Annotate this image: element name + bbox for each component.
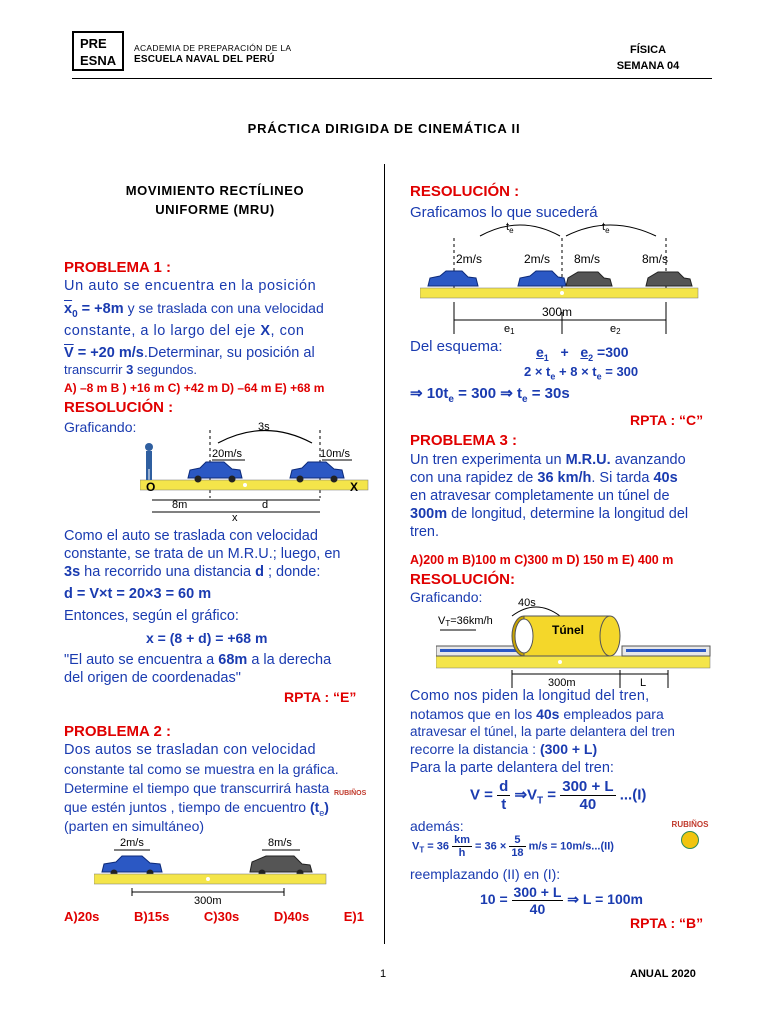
eqC-num: 300 + L	[513, 884, 562, 900]
v-symbol: $\overline{V}$	[64, 345, 74, 361]
page-number: 1	[380, 968, 387, 980]
line5-a: transcurrir	[64, 362, 123, 377]
quote1-b: 68m	[218, 652, 248, 668]
eqB-b: = 36	[424, 840, 450, 853]
academy-name: ACADEMIA DE PREPARACIÓN DE LA	[134, 43, 292, 53]
problem3-heading: PROBLEMA 3 :	[410, 432, 517, 449]
problem2-line3: Determine el tiempo que transcurrirá hasta	[64, 780, 330, 796]
p3l2-a: con una rapidez de	[410, 470, 538, 486]
problem3-expl5: Para la parte delantera del tren:	[410, 760, 614, 776]
te-label-2: $t_e$	[602, 221, 610, 235]
v-value: = +20 m/s	[77, 345, 144, 361]
eq3-a: ⇒ 10t	[410, 385, 449, 402]
preesna-logo	[72, 31, 124, 71]
road-dot	[243, 483, 247, 487]
eqA-num2: 300 + L	[562, 778, 614, 795]
te-open: (t	[309, 799, 320, 815]
problem1-figure	[140, 418, 370, 523]
velocity-label-2: 10m/s	[320, 448, 350, 460]
problem1-line4	[64, 345, 364, 363]
quote1-c: a la derecha	[247, 652, 332, 668]
p3-dist-label: 300m	[548, 677, 576, 688]
p3-time-label: 40s	[518, 597, 536, 609]
eqA-mid: ⇒V	[514, 786, 538, 804]
line4-rest: .Determinar, su posición al	[143, 345, 315, 361]
v-label-2: 2m/s	[524, 252, 551, 266]
problem3-expl4	[410, 741, 710, 759]
problem2-rpta: RPTA : “C”	[630, 412, 704, 428]
column-divider	[384, 164, 385, 944]
logo-bottom: ESNA	[80, 53, 117, 68]
e2-label: e2	[610, 323, 621, 336]
problem3-line1	[410, 452, 710, 470]
eqC-a: 10 =	[480, 891, 508, 908]
eqC	[480, 884, 643, 917]
grey-car-icon	[566, 272, 612, 286]
p2-velocity-label-2: 8m/s	[268, 837, 292, 849]
problem3-graficando: Graficando:	[410, 589, 483, 605]
footer-year: ANUAL 2020	[630, 968, 696, 980]
vt-label: VT=36km/h	[438, 615, 493, 628]
eqA-num: d	[499, 778, 509, 795]
eqA-tag: ...(I)	[619, 786, 647, 804]
problem1-line3	[64, 323, 364, 341]
option-d: D)40s	[273, 909, 310, 924]
person-icon	[145, 443, 153, 480]
option-e: E)1	[343, 909, 364, 924]
p2-velocity-label-1: 2m/s	[120, 837, 144, 849]
p2-dist-label: 300m	[194, 895, 222, 906]
problem1-graficando: Graficando:	[64, 419, 137, 435]
eqB-v: V	[412, 840, 420, 853]
problem2-line5: (parten en simultáneo)	[64, 818, 205, 834]
rubinos-logo	[670, 820, 710, 849]
dim-8m-label: 8m	[172, 499, 188, 511]
p3l2-c: . Si tarda	[591, 470, 654, 486]
road-dot	[560, 291, 564, 295]
problem2-options	[64, 909, 364, 924]
eqA-den: t	[501, 796, 507, 813]
time-label: 3s	[258, 421, 270, 433]
problem3-expl2	[410, 706, 710, 724]
graficamos-text: Graficamos lo que sucederá	[410, 204, 598, 221]
blue-car-icon	[102, 856, 162, 877]
problem3-line3: en atravesar completamente un túnel de	[410, 488, 670, 504]
problem1-expl1: Como el auto se traslada con velocidad	[64, 528, 318, 544]
eq1-plus: +	[560, 344, 569, 360]
expl3-d: ; donde:	[267, 564, 321, 580]
eqA-sub: T	[537, 795, 544, 807]
eqC-b: ⇒ L = 100m	[567, 891, 643, 908]
eq2-plus: +	[559, 364, 567, 379]
te-label-1: $t_e$	[506, 221, 514, 235]
te-arc-1	[480, 225, 560, 236]
eq2-c: 8 × t	[570, 364, 597, 379]
x0-sub: 0	[72, 308, 78, 320]
x-axis-label: X	[350, 480, 359, 494]
eqB-e: m/s = 10m/s...(II)	[528, 840, 614, 853]
problem2-heading: PROBLEMA 2 :	[64, 723, 171, 740]
problem1-resolution-heading: RESOLUCIÓN :	[64, 399, 174, 416]
p3l4-b: de longitud, determine la longitud del	[447, 506, 689, 522]
p3l1-c: avanzando	[610, 452, 686, 468]
problem1-quote2: del origen de coordenadas"	[64, 670, 241, 686]
problem1-formula: d = V×t = 20×3 = 60 m	[64, 586, 212, 602]
section-title-line2: UNIFORME (MRU)	[155, 202, 275, 217]
solution-road	[420, 288, 698, 298]
rubinos-logo-text: RUBIÑOS	[671, 820, 709, 829]
eq2-a: 2 × t	[524, 364, 551, 379]
eq2-rhs: = 300	[605, 364, 639, 379]
problem2-solution-figure	[420, 216, 700, 336]
eq3: ⇒ $10t_e = 300$ ⇒ $t_e = 30s$	[410, 385, 570, 405]
expl4-b: (300 + L)	[539, 741, 598, 757]
problem1-result-eq: x = (8 + d) = +68 m	[146, 630, 268, 646]
problem3-expl1: Como nos piden la longitud del tren,	[410, 688, 650, 704]
line5-three: 3	[126, 362, 134, 377]
p3-l-label: L	[640, 677, 647, 688]
road-dot	[558, 660, 562, 664]
problem3-figure	[436, 594, 712, 688]
p3l4-a: 300m	[410, 506, 448, 522]
expl4-a: recorre la distancia :	[410, 741, 540, 757]
dim-x-label: x	[232, 512, 238, 523]
tunel-label: Túnel	[552, 623, 584, 637]
rubinos-logo-small: RUBIÑOS	[334, 790, 367, 797]
week-label: SEMANA 04	[616, 60, 680, 72]
problem1-line2	[64, 300, 364, 323]
car-icon	[188, 462, 242, 483]
del-esquema: Del esquema:	[410, 338, 503, 355]
eqA-den2: 40	[579, 796, 597, 813]
p3l1-a: Un tren experimenta un	[410, 452, 566, 468]
problem2-line2: constante tal como se muestra en la gráfica.	[64, 761, 339, 777]
eq2: $2 \times t_e + 8 \times t_e = 300$	[524, 364, 639, 382]
eqB-den2: 18	[511, 847, 524, 859]
x0-value: = +8m	[81, 301, 124, 317]
te-close: )	[324, 799, 329, 815]
section-title-line1: MOVIMIENTO RECTÍLINEO	[125, 183, 305, 198]
eq1-e1: e	[536, 344, 544, 360]
problem1-segun: Entonces, según el gráfico:	[64, 608, 239, 624]
problem3-expl3: atravesar el túnel, la parte delantera del tren	[410, 724, 675, 739]
eqA-eq: =	[543, 786, 557, 804]
eq3-c: = 30s	[527, 385, 570, 402]
problem1-line1: Un auto se encuentra en la posición	[64, 278, 317, 294]
p3l1-b: M.R.U.	[565, 452, 611, 468]
eqB	[412, 834, 614, 859]
eq1-rhs: =300	[597, 344, 629, 360]
origin-label: O	[146, 480, 156, 494]
expl3-c: d	[255, 564, 264, 580]
p2-road-dot	[206, 877, 210, 881]
problem3-line5: tren.	[410, 524, 440, 540]
problem3-line4	[410, 506, 710, 524]
eq1-e2: e	[580, 344, 589, 360]
school-name: ESCUELA NAVAL DEL PERÚ	[134, 54, 275, 65]
expl2-c: empleados para	[559, 706, 664, 722]
velocity-label-1: 20m/s	[212, 448, 242, 460]
line3-b: , con	[270, 323, 305, 339]
problem1-line5	[64, 362, 197, 377]
eqC-den: 40	[529, 901, 546, 917]
e1-label: e1	[504, 323, 515, 336]
problem3-line2	[410, 470, 710, 488]
expl2-b: 40s	[536, 706, 560, 722]
axis-x: X	[260, 323, 271, 339]
v-label-3: 8m/s	[574, 252, 601, 266]
eqB-sub: T	[419, 845, 425, 855]
option-b: B)15s	[133, 909, 170, 924]
quote1-a: "El auto se encuentra a	[64, 652, 219, 668]
line4-a: que estén juntos , tiempo de encuentro	[64, 799, 307, 815]
eq1: $e_1$ + $e_2 =300$	[536, 344, 629, 363]
dim-d-label: d	[262, 499, 269, 511]
solution-dist-label: 300m	[542, 305, 573, 319]
problem1-quote1	[64, 652, 364, 670]
grey-car-icon	[250, 856, 312, 877]
p3l2-b: 36 km/h	[537, 470, 592, 486]
eqB-c: = 36 ×	[475, 840, 507, 853]
train-icon	[622, 646, 710, 656]
page-title: PRÁCTICA DIRIGIDA DE CINEMÁTICA II	[247, 121, 521, 136]
te-sub: e	[319, 807, 325, 818]
ademas-label: además:	[410, 818, 464, 834]
blue-car-icon	[428, 271, 478, 286]
problem1-options: A) –8 m B ) +16 m C) +42 m D) –64 m E) +68 m	[64, 381, 325, 395]
subject-label: FÍSICA	[629, 44, 667, 56]
problem3-rpta: RPTA : “B”	[630, 915, 704, 931]
eqB-num2: 5	[509, 834, 525, 847]
line5-b: segundos.	[137, 362, 197, 377]
eqB-den: h	[458, 847, 466, 859]
problem3-resolution-heading: RESOLUCIÓN:	[410, 571, 515, 588]
problem2-resolution-heading: RESOLUCIÓN :	[410, 183, 520, 200]
problem1-rpta: RPTA : “E”	[284, 689, 357, 705]
blue-car-icon	[518, 271, 566, 286]
problem1-expl2: constante, se trata de un M.R.U.; luego, en	[64, 546, 341, 562]
problem1-expl3	[64, 564, 364, 582]
problem1-line2-rest: y se traslada con una velocidad	[127, 300, 324, 316]
eqA-v: V =	[470, 786, 493, 804]
option-c: C)30s	[203, 909, 240, 924]
eq3-b: = 300 ⇒ t	[453, 385, 523, 402]
p3-ground	[436, 656, 710, 668]
option-a: A)20s	[64, 909, 100, 924]
expl2-a: notamos que en los	[410, 706, 537, 722]
train-icon	[436, 646, 526, 656]
logo-top: PRE	[80, 36, 107, 51]
expl3-b: ha recorrido una distancia	[80, 564, 252, 580]
p3l2-d: 40s	[653, 470, 678, 486]
eqA	[470, 778, 646, 813]
v-label-4: 8m/s	[642, 252, 669, 266]
grey-car-icon	[646, 272, 692, 286]
reemplazando-label: reemplazando (II) en (I):	[410, 866, 561, 882]
eqB-num: km	[454, 834, 470, 846]
x0-symbol: $\overline{x}$	[64, 301, 73, 317]
problem1-heading: PROBLEMA 1 :	[64, 259, 171, 276]
car-icon	[290, 462, 344, 483]
v-label-1: 2m/s	[456, 252, 483, 266]
te-arc-2	[566, 225, 656, 236]
problem2-figure	[94, 834, 330, 906]
header-rule	[72, 78, 712, 79]
expl3-a: 3s	[64, 564, 81, 580]
problem3-options: A)200 m B)100 m C)300 m D) 150 m E) 400 m	[410, 553, 674, 567]
line3-a: constante, a lo largo del eje	[64, 323, 256, 339]
problem2-line1: Dos autos se trasladan con velocidad	[64, 742, 316, 758]
